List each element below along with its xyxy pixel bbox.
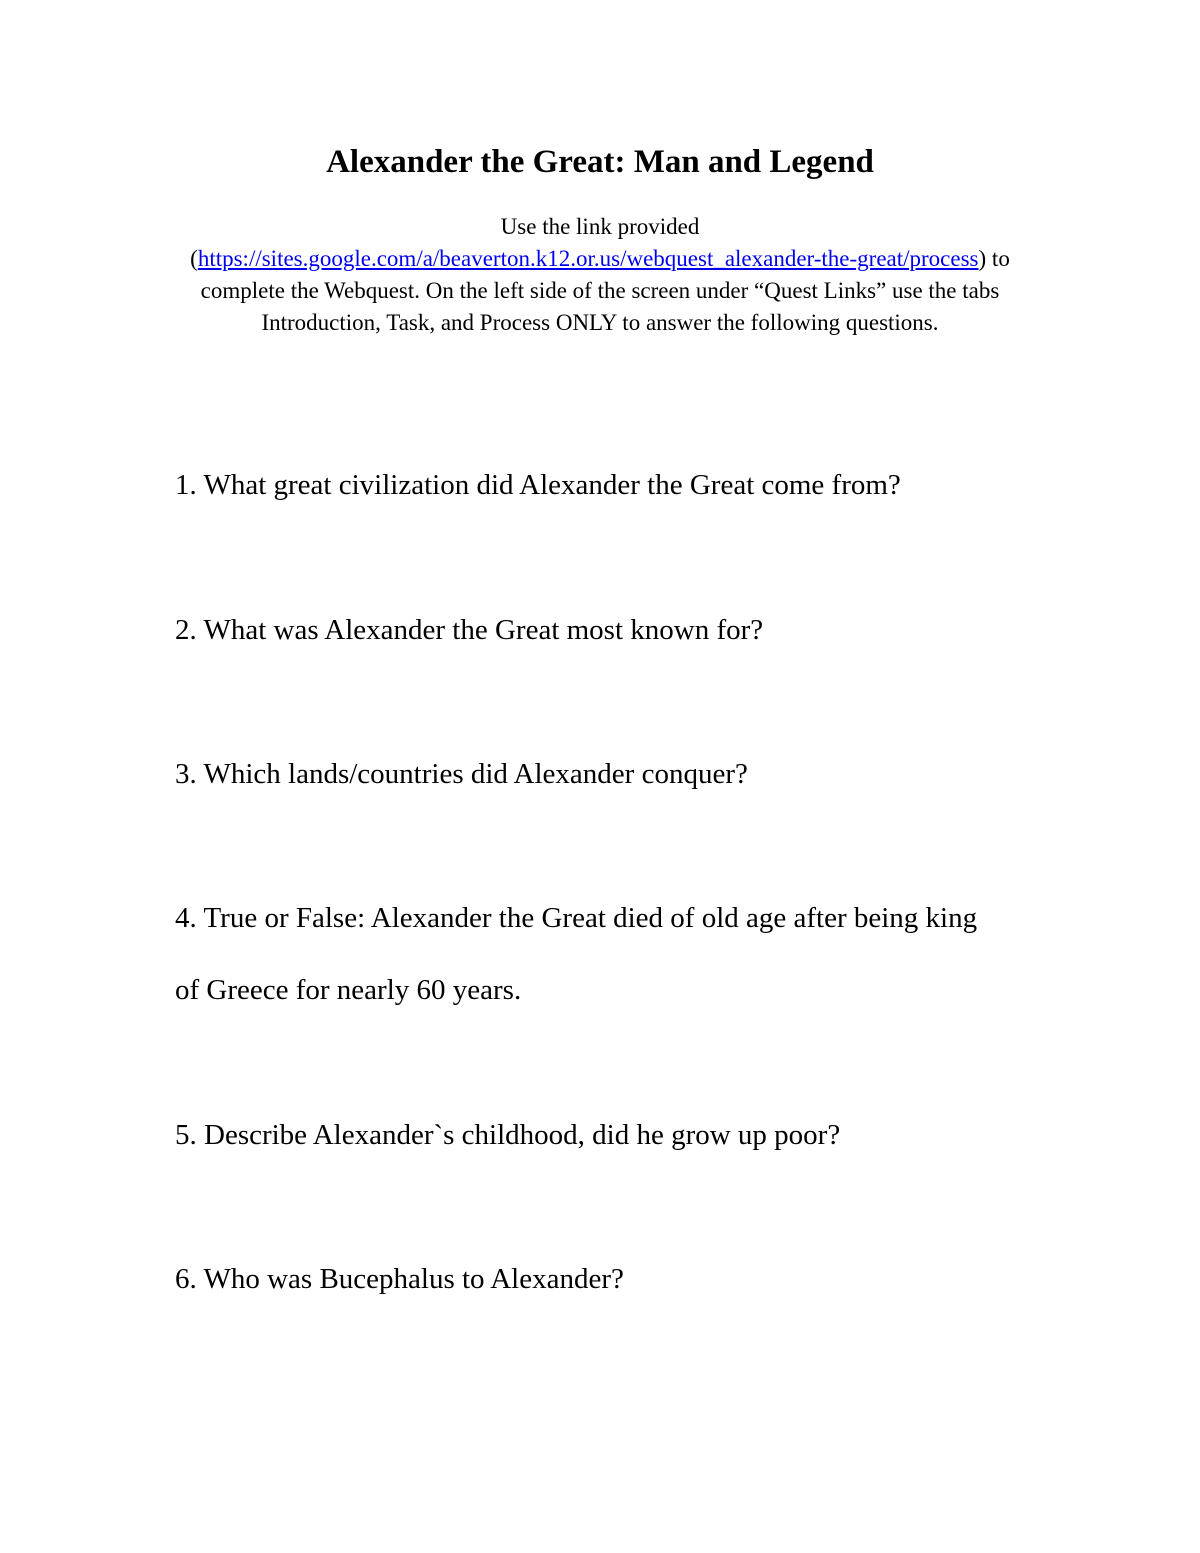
question-1: 1. What great civilization did Alexander the Great come from? (175, 469, 901, 501)
question-3: 3. Which lands/countries did Alexander conquer? (175, 758, 748, 790)
instructions-rest: ) to complete the Webquest. On the left side of the screen under “Quest Links” use the tabs Introduction, Task, and Process ONLY to answer the following questions. (200, 246, 1010, 335)
webquest-link[interactable]: https://sites.google.com/a/beaverton.k12.or.us/webquest_alexander-the-great/process (197, 246, 979, 271)
question-4: 4. True or False: Alexander the Great died of old age after being king of Greece for nearly 60 years. (175, 902, 978, 1006)
instructions-lead: Use the link provided (500, 214, 700, 239)
instructions-open-paren: ( (190, 246, 198, 271)
instructions-paragraph (170, 211, 1030, 339)
question-2: 2. What was Alexander the Great most known for? (175, 614, 764, 646)
question-6: 6. Who was Bucephalus to Alexander? (175, 1263, 624, 1295)
question-5: 5. Describe Alexander`s childhood, did he grow up poor? (175, 1119, 841, 1151)
page-title: Alexander the Great: Man and Legend (326, 144, 874, 180)
